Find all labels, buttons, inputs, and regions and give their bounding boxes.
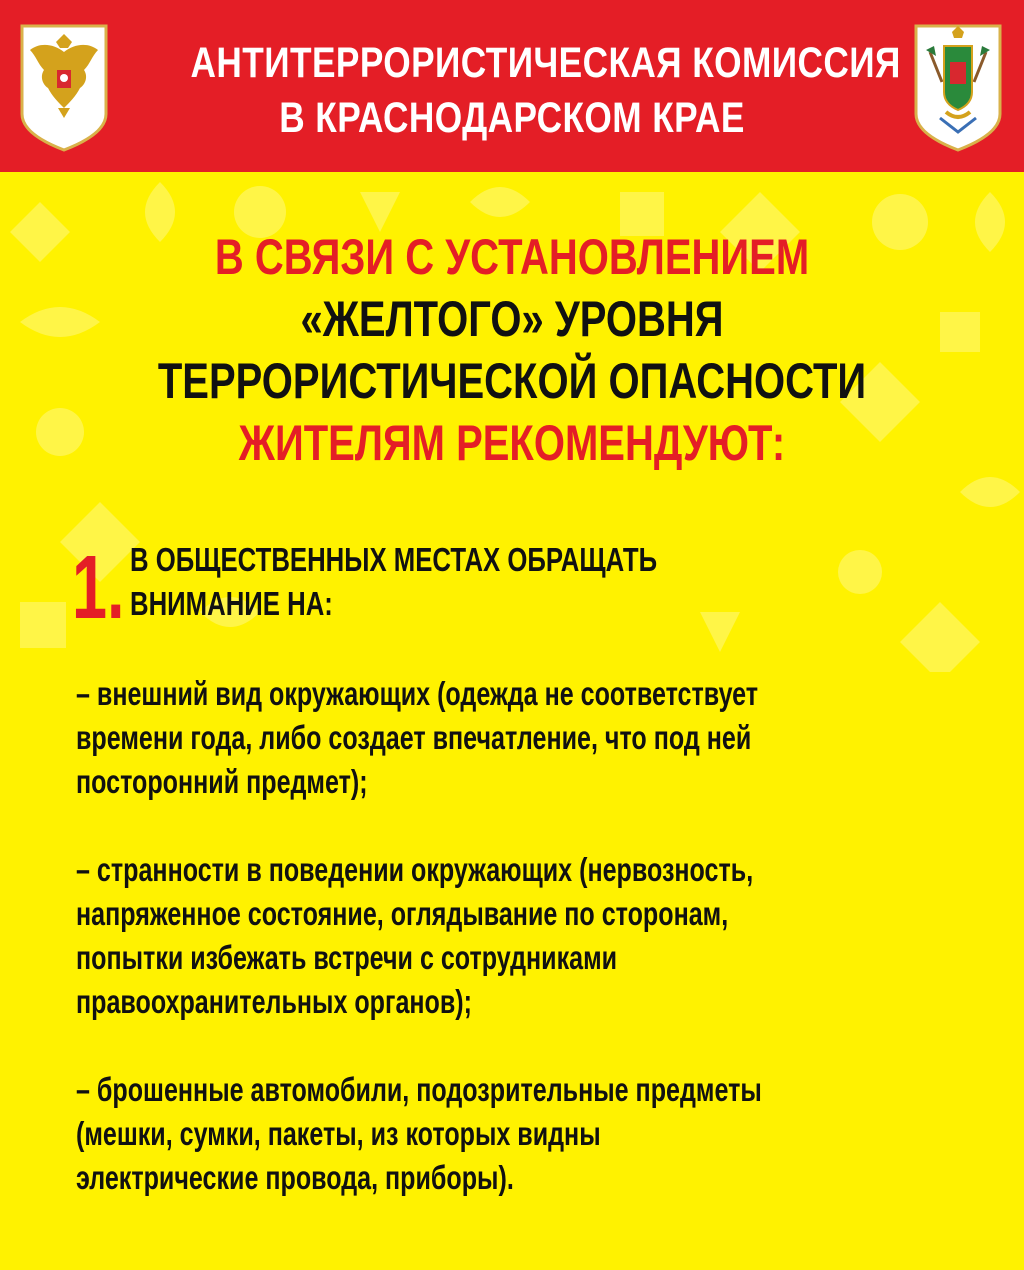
list-item-line: – брошенные автомобили, подозрительные предметы [76,1071,762,1108]
list-item-line: посторонний предмет); [76,763,368,800]
header-title-line1: АНТИТЕРРОРИСТИЧЕСКАЯ КОМИССИЯ [190,39,901,87]
russia-coat-of-arms-icon [18,22,110,154]
headline-line1: В СВЯЗИ С УСТАНОВЛЕНИЕМ [214,229,810,285]
list-item-line: (мешки, сумки, пакеты, из которых видны [76,1115,601,1152]
point-title-line1: В ОБЩЕСТВЕННЫХ МЕСТАХ ОБРАЩАТЬ [130,541,658,578]
headline-line4: ЖИТЕЛЯМ РЕКОМЕНДУЮТ: [238,415,786,471]
headline-line3: ТЕРРОРИСТИЧЕСКОЙ ОПАСНОСТИ [157,353,867,409]
krasnodar-krai-coat-of-arms-icon [912,22,1004,154]
point-title [130,538,676,626]
list-item-line: напряженное состояние, оглядывание по сторонам, [76,895,729,932]
list-item [76,1068,942,1200]
list-item-line: правоохранительных органов); [76,983,472,1020]
list-item-line: – внешний вид окружающих (одежда не соответствует [76,675,759,712]
headline [134,226,889,474]
header-banner [0,0,1024,172]
list-item-line: попытки избежать встречи с сотрудниками [76,939,618,976]
point-number: 1. [72,538,125,638]
header-title [190,36,901,146]
recommendation-list [76,672,942,1244]
headline-line2: «ЖЕЛТОГО» УРОВНЯ [300,291,724,347]
list-item-line: – странности в поведении окружающих (нервозность, [76,851,754,888]
point-title-line2: ВНИМАНИЕ НА: [130,585,333,622]
header-title-line2: В КРАСНОДАРСКОМ КРАЕ [279,94,745,142]
list-item [76,848,942,1024]
list-item [76,672,942,804]
list-item-line: электрические провода, приборы). [76,1159,514,1196]
list-item-line: времени года, либо создает впечатление, что под ней [76,719,752,756]
